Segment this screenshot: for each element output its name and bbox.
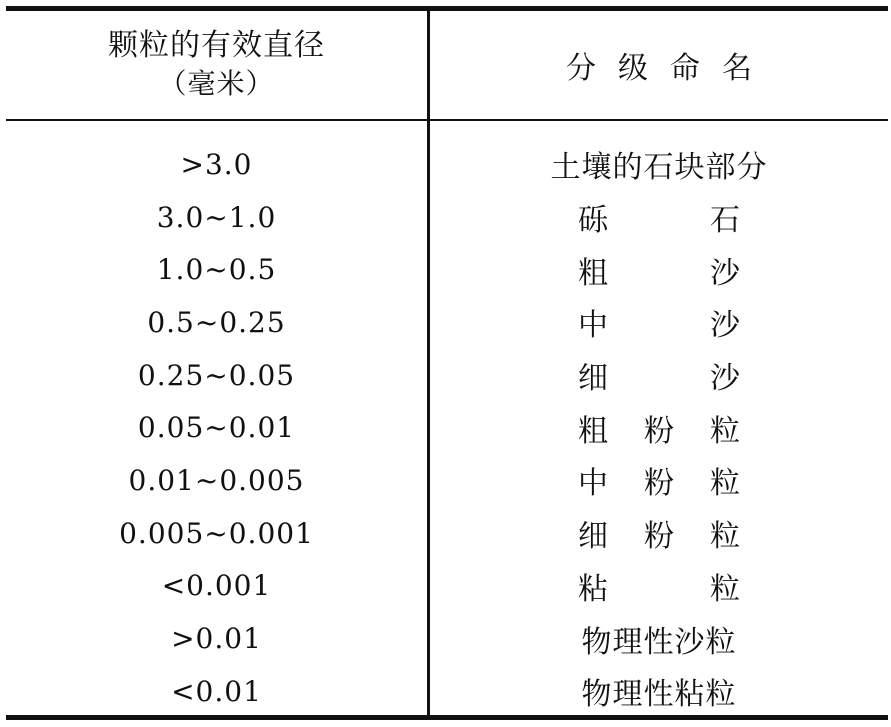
classification-cell <box>430 138 888 191</box>
classification-name <box>578 248 740 292</box>
table-row <box>6 243 888 296</box>
diameter-cell: 3.0~1.0 <box>156 200 277 234</box>
table-row <box>6 454 888 507</box>
classification-char: 粉 <box>644 413 674 449</box>
diameter-cell: 0.01~0.005 <box>128 463 305 497</box>
classification-name: 物理性沙粒 <box>581 624 737 660</box>
classification-cell <box>430 560 888 613</box>
classification-name: 物理性粘粒 <box>581 677 737 713</box>
classification-name: 土壤的石块部分 <box>550 150 768 186</box>
table-row <box>6 138 888 191</box>
classification-name <box>578 458 740 502</box>
diameter-cell: 0.005~0.001 <box>119 516 314 550</box>
classification-char: 石 <box>710 203 740 239</box>
classification-name <box>578 511 740 555</box>
classification-char: 细 <box>578 519 608 555</box>
classification-char: 沙 <box>710 361 740 397</box>
table-row <box>6 401 888 454</box>
table-row <box>6 191 888 244</box>
classification-cell <box>430 296 888 349</box>
classification-name <box>578 353 740 397</box>
table-row <box>6 349 888 402</box>
particle-size-table <box>6 6 888 720</box>
header-diameter-unit: （毫米） <box>158 67 275 100</box>
classification-char: 沙 <box>710 255 740 291</box>
classification-char: 粒 <box>710 571 740 607</box>
classification-char: 粒 <box>710 413 740 449</box>
header-classification-title: 分级命名 <box>566 51 774 86</box>
classification-char: 砾 <box>578 203 608 239</box>
header-diameter <box>6 11 427 119</box>
header-divider <box>6 119 888 121</box>
header-classification <box>430 11 888 119</box>
classification-char: 沙 <box>710 308 740 344</box>
classification-char: 粒 <box>710 519 740 555</box>
classification-name <box>578 300 740 344</box>
classification-cell <box>430 191 888 244</box>
table-row <box>6 296 888 349</box>
classification-char: 细 <box>578 361 608 397</box>
diameter-cell: 1.0~0.5 <box>156 253 277 287</box>
classification-cell <box>430 507 888 560</box>
header-diameter-title: 颗粒的有效直径 <box>108 28 325 63</box>
classification-char: 粉 <box>644 519 674 555</box>
classification-cell <box>430 349 888 402</box>
table-row <box>6 507 888 560</box>
classification-cell <box>430 454 888 507</box>
diameter-cell: 0.5~0.25 <box>147 305 286 339</box>
classification-name <box>578 564 740 608</box>
table-body <box>6 138 888 718</box>
classification-char: 粉 <box>644 466 674 502</box>
classification-cell <box>430 401 888 454</box>
classification-cell <box>430 612 888 665</box>
classification-char: 粗 <box>578 255 608 291</box>
table-row <box>6 560 888 613</box>
diameter-cell: 0.05~0.01 <box>137 411 296 445</box>
table-row <box>6 665 888 718</box>
classification-cell <box>430 665 888 718</box>
classification-cell <box>430 243 888 296</box>
diameter-cell: >0.01 <box>171 622 262 656</box>
diameter-cell: 0.25~0.05 <box>137 358 296 392</box>
classification-char: 中 <box>578 308 608 344</box>
classification-char: 粗 <box>578 413 608 449</box>
classification-char: 中 <box>578 466 608 502</box>
classification-char: 粘 <box>578 571 608 607</box>
diameter-cell: <0.001 <box>161 569 272 603</box>
diameter-cell: <0.01 <box>171 674 262 708</box>
table-row <box>6 612 888 665</box>
classification-name <box>578 195 740 239</box>
classification-char: 粒 <box>710 466 740 502</box>
diameter-cell: >3.0 <box>180 147 253 181</box>
classification-name <box>578 406 740 450</box>
